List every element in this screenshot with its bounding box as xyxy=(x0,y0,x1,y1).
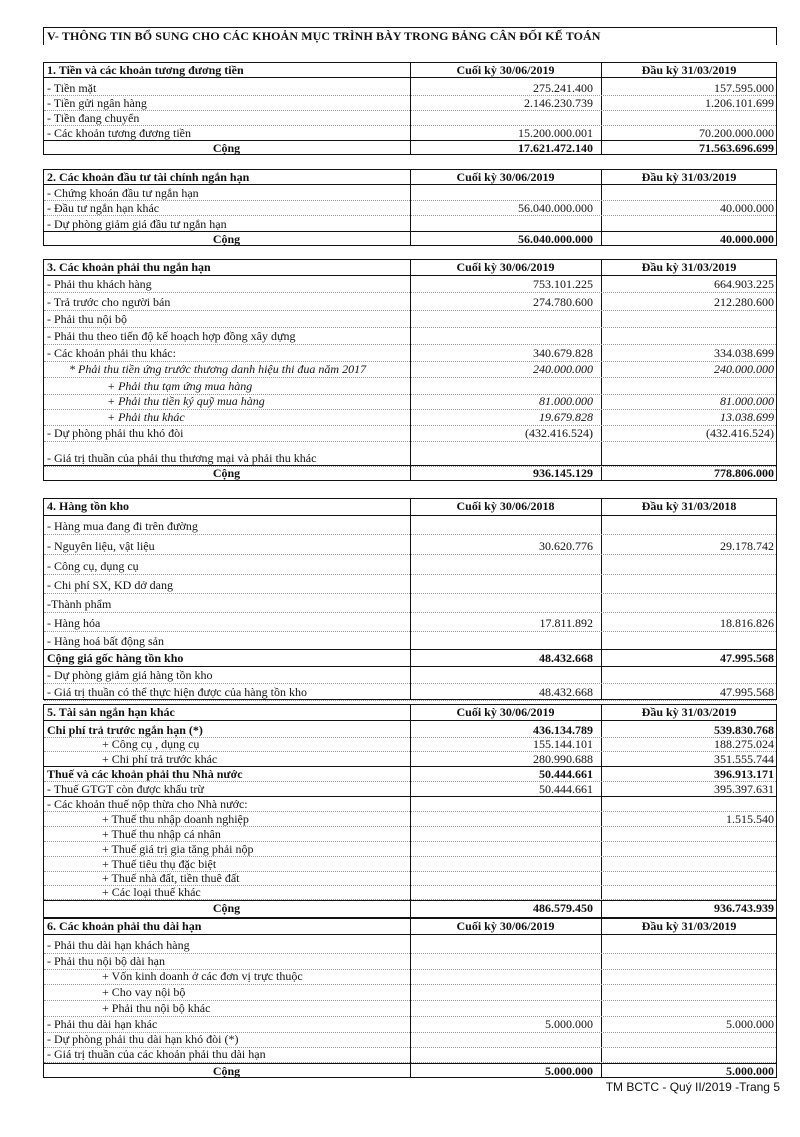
value-end-period xyxy=(412,1047,599,1062)
section-header xyxy=(44,499,776,515)
value-begin-period xyxy=(602,1001,776,1016)
value-begin-period: 240.000.000 xyxy=(714,362,774,376)
row-label: + Cho vay nội bộ xyxy=(102,985,186,999)
value-begin-period xyxy=(602,111,776,125)
value-begin-period: 334.038.699 xyxy=(714,346,774,360)
row-label: + Vốn kinh doanh ở các đơn vị trực thuộc xyxy=(102,969,303,983)
row-label: + Phải thu khác xyxy=(107,410,185,424)
value-end-period: 240.000.000 xyxy=(533,362,593,376)
section-header xyxy=(44,919,776,934)
value-begin-period xyxy=(602,578,776,593)
value-begin-period xyxy=(602,186,776,200)
table-row xyxy=(44,277,776,292)
value-end-period: 5.000.000 xyxy=(545,1017,593,1031)
section-header xyxy=(44,63,776,77)
value-begin-period: 157.595.000 xyxy=(714,81,774,95)
value-begin-period: 40.000.000 xyxy=(720,201,774,215)
value-end-period xyxy=(412,111,599,125)
value-end-period: 15.200.000.001 xyxy=(518,126,593,140)
value-begin-period: 5.000.000 xyxy=(726,1064,774,1078)
row-separator xyxy=(44,649,776,650)
total-row xyxy=(44,141,776,155)
row-label: Cộng xyxy=(212,466,241,480)
value-end-period: Cuối kỳ 30/06/2019 xyxy=(456,705,555,719)
row-label: - Thuế GTGT còn được khấu trừ xyxy=(47,782,204,796)
section-header xyxy=(44,170,776,184)
value-begin-period xyxy=(602,329,776,344)
row-label: - Phải thu dài hạn khác xyxy=(47,1017,158,1031)
row-label: + Thuế giá trị gia tăng phải nộp xyxy=(102,842,254,856)
document-heading: V- THÔNG TIN BỔ SUNG CHO CÁC KHOẢN MỤC TRÌNH BÀY TRONG BẢNG CÂN ĐỐI KẾ TOÁN xyxy=(43,27,777,45)
row-label: - Dự phòng phải thu dài hạn khó đòi (*) xyxy=(47,1032,239,1046)
table-row xyxy=(44,96,776,110)
table-row xyxy=(44,346,776,361)
table-row xyxy=(44,410,776,425)
row-label: + Thuế thu nhập cá nhân xyxy=(102,827,221,841)
value-end-period xyxy=(412,312,599,327)
table-row xyxy=(44,1001,776,1016)
value-begin-period: 81.000.000 xyxy=(720,394,774,408)
value-begin-period xyxy=(602,857,776,871)
row-label: + Thuế thu nhập doanh nghiệp xyxy=(102,812,249,826)
table-row xyxy=(44,578,776,593)
value-end-period: 5.000.000 xyxy=(545,1064,593,1078)
row-label: - Chi phí SX, KD dở dang xyxy=(47,578,174,592)
value-begin-period xyxy=(602,634,776,649)
value-begin-period: 778.806.000 xyxy=(714,466,774,480)
value-end-period xyxy=(412,871,599,885)
value-end-period xyxy=(412,578,599,593)
header-rule xyxy=(44,184,776,185)
value-begin-period: Đầu kỳ 31/03/2019 xyxy=(641,919,737,933)
value-end-period: 274.780.600 xyxy=(533,295,593,309)
row-label: - Công cụ, dụng cụ xyxy=(47,559,139,573)
table-row xyxy=(44,426,776,441)
value-end-period: 275.241.400 xyxy=(533,81,593,95)
value-end-period xyxy=(412,985,599,1000)
table-row xyxy=(44,126,776,140)
value-end-period: 753.101.225 xyxy=(533,277,593,291)
table-row xyxy=(44,81,776,95)
value-begin-period: 5.000.000 xyxy=(726,1017,774,1031)
value-end-period xyxy=(412,827,599,841)
row-label: - Phải thu dài hạn khách hàng xyxy=(47,938,190,952)
table-row xyxy=(44,295,776,310)
value-end-period xyxy=(412,1001,599,1016)
value-end-period: Cuối kỳ 30/06/2019 xyxy=(456,260,555,274)
value-end-period xyxy=(412,842,599,856)
row-label: - Phải thu khách hàng xyxy=(47,277,152,291)
value-begin-period: 18.816.826 xyxy=(720,616,774,630)
row-separator xyxy=(44,683,776,684)
value-end-period: 340.679.828 xyxy=(533,346,593,360)
value-end-period xyxy=(412,329,599,344)
row-label: - Hàng hóa xyxy=(47,616,101,630)
row-label: Cộng giá gốc hàng tồn kho xyxy=(47,651,184,665)
table-row xyxy=(44,559,776,574)
row-label: - Phải thu nội bộ xyxy=(47,312,127,326)
header-rule xyxy=(44,934,776,935)
table-row xyxy=(44,737,776,751)
value-begin-period xyxy=(602,871,776,885)
row-separator xyxy=(44,612,776,613)
row-label: - Giá trị thuần có thể thực hiện được của hàng tồn kho xyxy=(47,685,307,699)
table-row xyxy=(44,651,776,666)
row-label: - Tiền gửi ngân hàng xyxy=(47,96,147,110)
value-end-period: 17.811.892 xyxy=(539,616,593,630)
value-end-period: Cuối kỳ 30/06/2019 xyxy=(456,170,555,184)
value-begin-period xyxy=(602,797,776,811)
row-label: - Phải thu theo tiến độ kế hoạch hợp đồng xây dựng xyxy=(47,329,296,343)
value-end-period: 50.444.661 xyxy=(539,782,593,796)
value-end-period xyxy=(412,885,599,899)
row-separator xyxy=(44,377,776,378)
table-row xyxy=(44,329,776,344)
section-header xyxy=(44,705,776,720)
row-label: + Phải thu tạm ứng mua hàng xyxy=(107,379,253,393)
value-begin-period: Đầu kỳ 31/03/2018 xyxy=(641,499,737,513)
value-begin-period xyxy=(602,842,776,856)
value-end-period: 155.144.101 xyxy=(533,737,593,751)
row-label: - Nguyên liệu, vật liệu xyxy=(47,539,155,553)
row-label: 6. Các khoản phải thu dài hạn xyxy=(47,919,202,933)
section-table-3 xyxy=(43,259,777,481)
value-begin-period xyxy=(602,969,776,984)
value-begin-period xyxy=(602,827,776,841)
total-row xyxy=(44,232,776,246)
value-begin-period xyxy=(602,217,776,231)
value-begin-period: Đầu kỳ 31/03/2019 xyxy=(641,63,737,77)
row-separator xyxy=(44,574,776,575)
row-separator xyxy=(44,292,776,293)
row-label: - Dự phòng giảm giá đầu tư ngắn hạn xyxy=(47,217,227,231)
value-end-period xyxy=(412,634,599,649)
section-table-1 xyxy=(43,62,777,155)
value-end-period xyxy=(412,857,599,871)
row-label: + Chi phí trả trước khác xyxy=(102,752,218,766)
value-end-period xyxy=(412,217,599,231)
table-row xyxy=(44,857,776,871)
row-label: + Phải thu tiền ký quỹ mua hàng xyxy=(107,394,265,408)
table-row xyxy=(44,685,776,700)
table-row xyxy=(44,186,776,200)
value-begin-period: 396.913.171 xyxy=(714,767,774,781)
table-row xyxy=(44,634,776,649)
value-end-period: 48.432.668 xyxy=(539,651,593,665)
value-end-period xyxy=(412,186,599,200)
table-row xyxy=(44,539,776,554)
value-begin-period: 936.743.939 xyxy=(714,901,774,915)
value-begin-period: 539.830.768 xyxy=(714,723,774,737)
total-row xyxy=(44,901,776,916)
row-separator xyxy=(44,215,776,216)
table-row xyxy=(44,1017,776,1032)
row-label: Cộng xyxy=(212,1064,241,1078)
value-end-period xyxy=(412,597,599,612)
value-end-period xyxy=(412,969,599,984)
row-label: - Hàng hoá bất động sản xyxy=(47,634,164,648)
value-end-period: 56.040.000.000 xyxy=(518,201,593,215)
row-separator xyxy=(44,666,776,667)
value-end-period: 81.000.000 xyxy=(539,394,593,408)
table-row xyxy=(44,871,776,885)
section-table-6 xyxy=(43,918,777,1078)
row-separator xyxy=(44,310,776,311)
value-begin-period: 188.275.024 xyxy=(714,737,774,751)
table-row xyxy=(44,797,776,811)
value-begin-period: 13.038.699 xyxy=(720,410,774,424)
value-begin-period xyxy=(602,954,776,969)
value-end-period: 436.134.789 xyxy=(533,723,593,737)
table-row xyxy=(44,668,776,683)
section-table-4 xyxy=(43,498,777,700)
table-row xyxy=(44,394,776,409)
value-begin-period: 351.555.744 xyxy=(714,752,774,766)
table-row xyxy=(44,1032,776,1047)
row-label: Thuế và các khoản phải thu Nhà nước xyxy=(47,767,243,781)
value-end-period xyxy=(412,812,599,826)
table-row xyxy=(44,954,776,969)
row-label: - Chứng khoán đầu tư ngắn hạn xyxy=(47,186,199,200)
row-label: Chi phí trả trước ngắn hạn (*) xyxy=(47,723,203,737)
value-end-period: Cuối kỳ 30/06/2018 xyxy=(456,499,555,513)
value-begin-period xyxy=(602,597,776,612)
value-begin-period xyxy=(602,312,776,327)
value-begin-period xyxy=(602,668,776,683)
value-begin-period: 664.903.225 xyxy=(714,277,774,291)
value-end-period: Cuối kỳ 30/06/2019 xyxy=(456,63,555,77)
value-end-period: 936.145.129 xyxy=(533,466,593,480)
row-label: + Phải thu nội bộ khác xyxy=(102,1001,211,1015)
value-begin-period: 395.397.631 xyxy=(714,782,774,796)
header-rule xyxy=(44,275,776,276)
row-label: - Giá trị thuần của các khoản phải thu dài hạn xyxy=(47,1047,266,1061)
table-row xyxy=(44,723,776,737)
table-row xyxy=(44,519,776,534)
table-row xyxy=(44,217,776,231)
row-label: 2. Các khoản đầu tư tài chính ngắn hạn xyxy=(47,170,250,184)
table-row xyxy=(44,451,776,466)
table-row xyxy=(44,782,776,796)
value-begin-period xyxy=(602,1032,776,1047)
value-end-period: 56.040.000.000 xyxy=(518,232,593,246)
row-label: - Các khoản thuế nộp thừa cho Nhà nước: xyxy=(47,797,248,811)
value-begin-period: 1.206.101.699 xyxy=(705,96,774,110)
value-end-period: 48.432.668 xyxy=(539,685,593,699)
table-row xyxy=(44,201,776,215)
value-begin-period: 47.995.568 xyxy=(720,651,774,665)
value-begin-period: Đầu kỳ 31/03/2019 xyxy=(641,260,737,274)
value-begin-period: 71.563.696.699 xyxy=(699,141,774,155)
value-begin-period: Đầu kỳ 31/03/2019 xyxy=(641,705,737,719)
row-label: + Các loại thuế khác xyxy=(102,885,201,899)
value-end-period xyxy=(412,559,599,574)
row-label: 5. Tài sản ngắn hạn khác xyxy=(47,705,175,719)
row-label: * Phải thu tiền ứng trước thương danh hiệu thi đua năm 2017 xyxy=(69,362,367,376)
table-row xyxy=(44,885,776,899)
value-end-period xyxy=(412,519,599,534)
value-begin-period xyxy=(602,885,776,899)
row-label: -Thành phẩm xyxy=(47,597,112,611)
row-label: - Tiền đang chuyển xyxy=(47,111,140,125)
value-begin-period xyxy=(602,451,776,466)
value-end-period: 486.579.450 xyxy=(533,901,593,915)
table-row xyxy=(44,812,776,826)
value-begin-period xyxy=(602,559,776,574)
value-begin-period: 70.200.000.000 xyxy=(699,126,774,140)
row-label: - Tiền mặt xyxy=(47,81,97,95)
section-table-2 xyxy=(43,169,777,246)
row-label: - Các khoản phải thu khác: xyxy=(47,346,176,360)
row-separator xyxy=(44,327,776,328)
header-rule xyxy=(44,515,776,516)
row-label: Cộng xyxy=(212,232,241,246)
total-row xyxy=(44,1064,776,1078)
value-begin-period xyxy=(602,985,776,1000)
row-label: - Dự phòng phải thu khó đòi xyxy=(47,426,184,440)
row-label: + Thuế nhà đất, tiền thuê đất xyxy=(102,871,240,885)
section-header xyxy=(44,260,776,275)
value-begin-period: 47.995.568 xyxy=(720,685,774,699)
row-separator xyxy=(44,554,776,555)
table-row xyxy=(44,827,776,841)
value-begin-period xyxy=(602,938,776,953)
row-label: Cộng xyxy=(212,901,241,915)
value-begin-period: 1.515.540 xyxy=(726,812,774,826)
value-end-period: 17.621.472.140 xyxy=(518,141,593,155)
value-end-period: 2.146.230.739 xyxy=(524,96,593,110)
row-separator xyxy=(44,700,776,701)
row-separator xyxy=(44,441,776,442)
value-end-period: (432.416.524) xyxy=(525,426,593,440)
row-separator xyxy=(44,593,776,594)
table-row xyxy=(44,597,776,612)
value-end-period: Cuối kỳ 30/06/2019 xyxy=(456,919,555,933)
value-begin-period: (432.416.524) xyxy=(706,426,774,440)
value-begin-period: 40.000.000 xyxy=(720,232,774,246)
table-row xyxy=(44,985,776,1000)
value-begin-period: 212.280.600 xyxy=(714,295,774,309)
table-row xyxy=(44,752,776,766)
value-begin-period xyxy=(602,379,776,394)
table-row xyxy=(44,379,776,394)
row-label: - Các khoản tương đương tiền xyxy=(47,126,192,140)
row-label: 3. Các khoản phải thu ngắn hạn xyxy=(47,260,211,274)
value-end-period: 19.679.828 xyxy=(539,410,593,424)
total-row xyxy=(44,466,776,481)
value-end-period xyxy=(412,797,599,811)
table-row xyxy=(44,938,776,953)
table-row xyxy=(44,111,776,125)
value-begin-period xyxy=(602,519,776,534)
row-label: - Hàng mua đang đi trên đường xyxy=(47,519,198,533)
value-end-period xyxy=(412,1032,599,1047)
value-end-period: 50.444.661 xyxy=(539,767,593,781)
row-label: - Trả trước cho người bán xyxy=(47,295,171,309)
row-label: - Đầu tư ngắn hạn khác xyxy=(47,201,160,215)
value-end-period xyxy=(412,954,599,969)
row-label: - Giá trị thuần của phải thu thương mại và phải thu khác xyxy=(47,451,317,465)
header-rule xyxy=(44,720,776,721)
row-label: - Phải thu nội bộ dài hạn xyxy=(47,954,165,968)
value-end-period xyxy=(412,668,599,683)
header-rule xyxy=(44,77,776,78)
value-begin-period: Đầu kỳ 31/03/2019 xyxy=(641,170,737,184)
section-table-5 xyxy=(43,704,777,918)
table-row xyxy=(44,362,776,377)
value-begin-period xyxy=(602,1047,776,1062)
table-row xyxy=(44,767,776,781)
value-begin-period: 29.178.742 xyxy=(720,539,774,553)
value-end-period xyxy=(412,938,599,953)
table-row xyxy=(44,312,776,327)
row-label: Cộng xyxy=(212,141,241,155)
value-end-period: 280.990.688 xyxy=(533,752,593,766)
row-separator xyxy=(44,534,776,535)
value-end-period xyxy=(412,451,599,466)
value-end-period: 30.620.776 xyxy=(539,539,593,553)
row-label: - Dự phòng giảm giá hàng tồn kho xyxy=(47,668,213,682)
table-row xyxy=(44,1047,776,1062)
table-row xyxy=(44,842,776,856)
row-separator xyxy=(44,344,776,345)
row-label: + Công cụ , dụng cụ xyxy=(102,737,200,751)
table-row xyxy=(44,616,776,631)
row-label: 1. Tiền và các khoản tương đương tiền xyxy=(47,63,244,77)
page-footer: TM BCTC - Quý II/2019 -Trang 5 xyxy=(605,1080,780,1094)
value-end-period xyxy=(412,379,599,394)
table-row xyxy=(44,969,776,984)
row-label: 4. Hàng tồn kho xyxy=(47,499,130,513)
row-label: + Thuế tiêu thụ đặc biệt xyxy=(102,857,217,871)
row-separator xyxy=(44,631,776,632)
